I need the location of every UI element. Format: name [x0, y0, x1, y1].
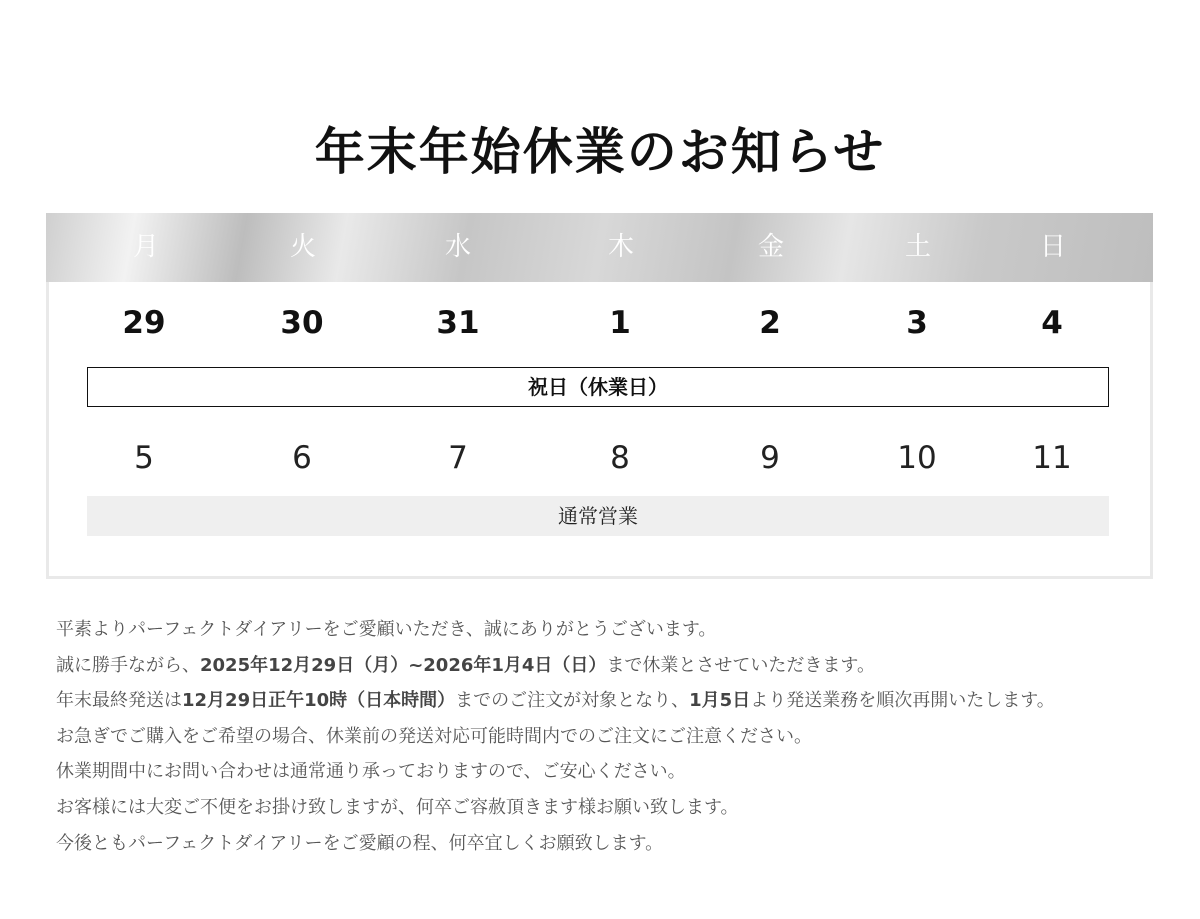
- date-cell: 7: [448, 440, 468, 476]
- business-banner: 通常営業: [87, 496, 1109, 536]
- date-cell: 11: [1032, 440, 1072, 476]
- closure-period: 2025年12月29日（月）~2026年1月4日（日）: [200, 654, 607, 676]
- date-cell: 1: [609, 305, 631, 341]
- last-shipping-deadline: 12月29日正午10時（日本時間）: [182, 690, 456, 712]
- weekday-wed: 水: [444, 232, 471, 262]
- date-cell: 8: [610, 440, 630, 476]
- notice-line: お客様には大変ご不便をお掛け致しますが、何卒ご容赦頂きます様お願い致します。: [56, 796, 739, 818]
- notice-line: 平素よりパーフェクトダイアリーをご愛顧いただき、誠にありがとうございます。: [56, 619, 717, 640]
- weekday-thu: 木: [607, 232, 634, 262]
- holiday-banner: 祝日（休業日）: [87, 367, 1109, 407]
- weekday-tue: 火: [289, 232, 316, 262]
- weekday-mon: 月: [132, 232, 159, 262]
- date-cell: 6: [292, 440, 312, 476]
- date-cell: 3: [906, 305, 928, 341]
- resume-date: 1月5日: [689, 690, 751, 712]
- date-cell: 29: [122, 305, 166, 341]
- notice-line: 今後ともパーフェクトダイアリーをご愛顧の程、何卒宜しくお願致します。: [56, 832, 664, 854]
- date-cell: 5: [134, 440, 154, 476]
- notice-line: 休業期間中にお問い合わせは通常通り承っておりますので、ご安心ください。: [56, 761, 686, 783]
- date-cell: 31: [436, 305, 480, 341]
- notice-text: [56, 612, 1176, 861]
- notice-line: 年末最終発送は12月29日正午10時（日本時間）までのご注文が対象となり、1月5日より発送業務を順次再開いたします。: [56, 690, 1055, 712]
- date-cell: 4: [1041, 305, 1063, 341]
- date-cell: 30: [280, 305, 324, 341]
- notice-line: 誠に勝手ながら、2025年12月29日（月）~2026年1月4日（日）まで休業とさせていただきます。: [56, 654, 875, 676]
- date-cell: 10: [897, 440, 937, 476]
- weekday-sun: 日: [1039, 232, 1066, 262]
- weekday-header-row: [46, 213, 1153, 282]
- weekday-fri: 金: [757, 232, 784, 262]
- date-cell: 2: [759, 305, 781, 341]
- weekday-sat: 土: [904, 232, 931, 262]
- notice-line: お急ぎでご購入をご希望の場合、休業前の発送対応可能時間内でのご注文にご注意ください。: [56, 725, 812, 747]
- calendar: [46, 213, 1153, 579]
- page-title: 年末年始休業のお知らせ: [314, 123, 886, 181]
- date-cell: 9: [760, 440, 780, 476]
